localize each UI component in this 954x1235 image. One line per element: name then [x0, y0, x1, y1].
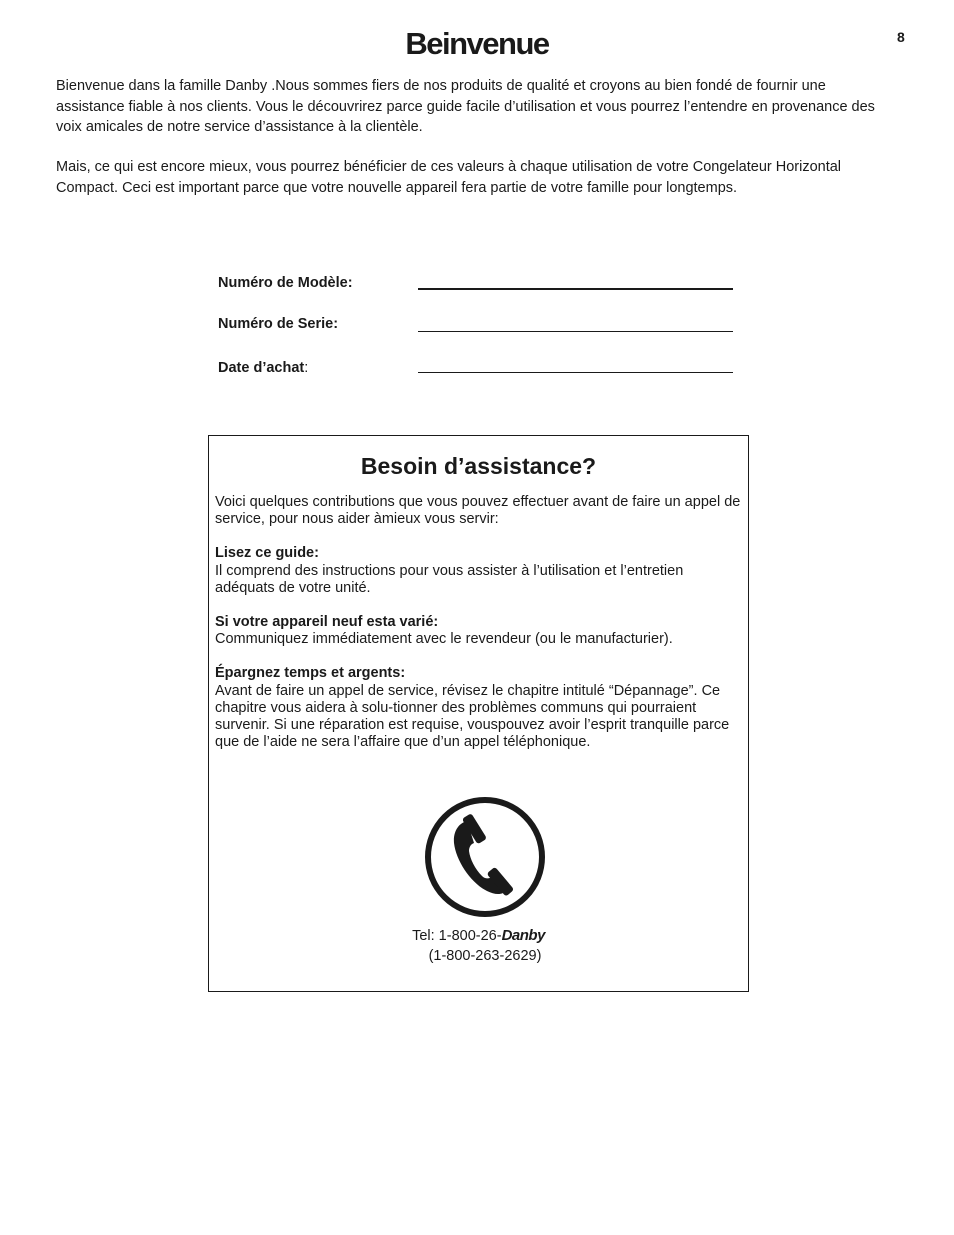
purchase-date-label: Date d’achat:	[218, 360, 309, 376]
telephone-line	[209, 927, 748, 944]
telephone-numeric: (1-800-263-2629)	[428, 948, 542, 964]
page-number: 8	[897, 29, 905, 45]
intro-paragraph-1: Bienvenue dans la famille Danby .Nous sommes fiers de nos produits de qualité et croyons au bien fondé de fournir une assistance fiable à nos clients. Vous le découvrirez parce guide facile d’utilisation et vous pourrez l’entendre en provenance des voix amicales de notre service d’assistance à la clientèle.	[56, 78, 875, 135]
save-time-section	[215, 665, 745, 751]
serial-number-line	[418, 331, 733, 332]
read-guide-text: Il comprend des instructions pour vous assister à l’utilisation et l’entretien adéquats de votre unité.	[215, 562, 684, 596]
save-time-text: Avant de faire un appel de service, révisez le chapitre intitulé “Dépannage”. Ce chapitre vous aidera à solu-tionner des problèmes communs qui pourraient survenir. Si une réparation est requise, vouspouvez avoir l’esprit tranquille parce que de l’aide ne sera l’affaire que d’un appel téléphonique.	[215, 682, 730, 751]
read-guide-heading: Lisez ce guide:	[215, 545, 319, 562]
assistance-title: Besoin d’assistance?	[360, 453, 597, 479]
assistance-body	[215, 494, 745, 768]
assistance-intro: Voici quelques contributions que vous pouvez effectuer avant de faire un appel de service, pour nous aider àmieux vous servir:	[215, 494, 741, 528]
page-title: Beinvenue	[405, 26, 549, 61]
damaged-appliance-heading: Si votre appareil neuf esta varié:	[215, 614, 439, 631]
telephone-prefix: Tel: 1-800-26-	[412, 928, 502, 944]
model-number-label: Numéro de Modèle:	[218, 275, 353, 291]
purchase-date-line	[418, 372, 733, 373]
save-time-heading: Épargnez temps et argents:	[215, 665, 406, 682]
danby-logo: Danby	[501, 927, 545, 944]
read-guide-section	[215, 545, 745, 597]
assistance-box	[208, 435, 749, 992]
damaged-appliance-text: Communiquez immédiatement avec le revendeur (ou le manufacturier).	[215, 631, 673, 648]
intro-paragraph-2: Mais, ce qui est encore mieux, vous pourrez bénéficier de ces valeurs à chaque utilisation de votre Congelateur Horizontal Compact. Ceci est important parce que votre nouvelle appareil fera partie de votre famille pour longtemps.	[56, 159, 842, 196]
phone-handset-icon	[423, 795, 547, 919]
damaged-appliance-section	[215, 614, 745, 648]
serial-number-label: Numéro de Serie:	[218, 316, 339, 332]
model-number-line	[418, 288, 733, 290]
